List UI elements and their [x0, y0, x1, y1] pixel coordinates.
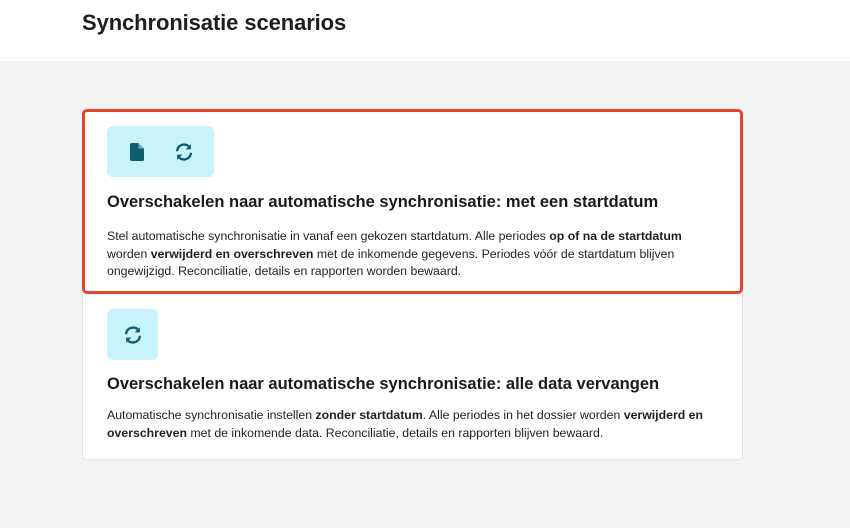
page-header [0, 0, 850, 61]
page-title: Synchronisatie scenarios [82, 10, 347, 35]
scenario-icon-badge [107, 309, 158, 360]
scenario-description: Automatische synchronisatie instellen zonder startdatum. Alle periodes in het dossier worden verwijderd en overschreven met de inkomende data. Reconciliatie, details en rapporten blijven bewaard. [107, 408, 704, 440]
document-icon [126, 141, 148, 163]
scenario-description: Stel automatische synchronisatie in vanaf een gekozen startdatum. Alle periodes op of na de startdatum worden verwijderd en overschreven met de inkomende gegevens. Periodes vóór de startdatum blijven ongewijzigd. Reconciliatie, details en rapporten worden bewaard. [107, 229, 682, 278]
scenario-title: Overschakelen naar automatische synchronisatie: met een startdatum [107, 193, 659, 211]
sync-icon [173, 141, 195, 163]
sync-icon [122, 324, 144, 346]
scenario-title: Overschakelen naar automatische synchronisatie: alle data vervangen [107, 375, 660, 393]
scenario-icon-badge [107, 126, 214, 177]
scenario-card-replace-all[interactable] [82, 292, 743, 460]
scenario-card-start-date[interactable] [82, 109, 743, 294]
